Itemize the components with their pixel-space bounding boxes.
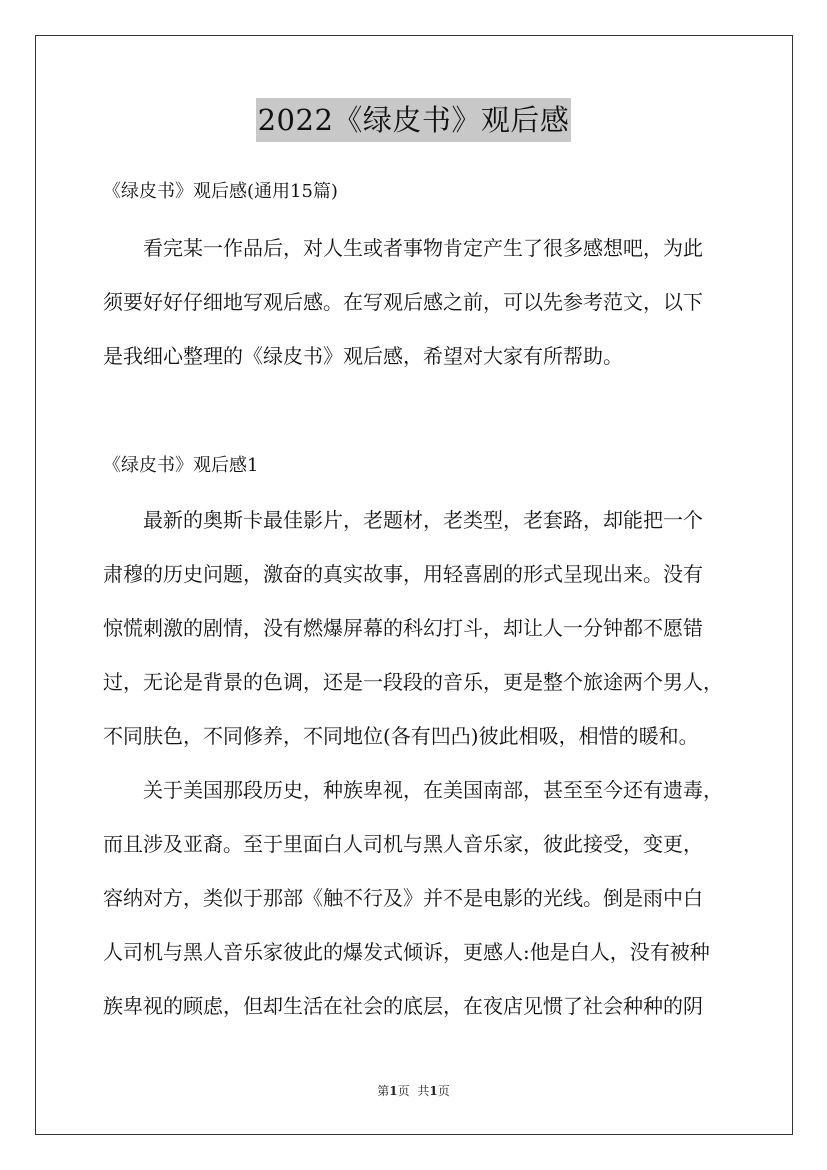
intro-line: 看完某一作品后，对人生或者事物肯定产生了很多感想吧，为此	[143, 236, 703, 260]
document-subtitle: 《绿皮书》观后感(通用15篇)	[103, 181, 338, 202]
title-container	[0, 98, 827, 142]
paragraph-line: 族卑视的顾虑，但却生活在社会的底层，在夜店见惯了社会种种的阴	[103, 994, 703, 1018]
section-heading: 《绿皮书》观后感1	[103, 455, 259, 476]
paragraph-line: 过，无论是背景的色调，还是一段段的音乐，更是整个旅途两个男人，	[103, 670, 723, 694]
page-footer	[0, 1083, 827, 1099]
intro-line: 须要好好仔细地写观后感。在写观后感之前，可以先参考范文，以下	[103, 290, 703, 314]
total-prefix: 共	[417, 1084, 430, 1098]
paragraph-line: 容纳对方，类似于那部《触不行及》并不是电影的光线。倒是雨中白	[103, 886, 703, 910]
paragraph-line: 肃穆的历史问题，激奋的真实故事，用轻喜剧的形式呈现出来。没有	[103, 562, 703, 586]
document-title: 2022《绿皮书》观后感	[256, 98, 572, 142]
paragraph-line: 而且涉及亚裔。至于里面白人司机与黑人音乐家，彼此接受，变更，	[103, 832, 703, 856]
page-prefix: 第	[377, 1084, 390, 1098]
paragraph-line: 惊慌刺激的剧情，没有燃爆屏幕的科幻打斗，却让人一分钟都不愿错	[103, 616, 703, 640]
total-pages: 1	[429, 1084, 438, 1098]
paragraph-line: 最新的奥斯卡最佳影片，老题材，老类型，老套路，却能把一个	[143, 508, 703, 532]
intro-line: 是我细心整理的《绿皮书》观后感，希望对大家有所帮助。	[103, 344, 623, 368]
paragraph-line: 不同肤色，不同修养，不同地位(各有凹凸)彼此相吸，相惜的暖和。	[103, 724, 699, 748]
page-suffix: 页	[397, 1084, 410, 1098]
paragraph-line: 人司机与黑人音乐家彼此的爆发式倾诉，更感人:他是白人，没有被种	[103, 940, 710, 964]
total-suffix: 页	[437, 1084, 450, 1098]
page-number: 1	[389, 1084, 398, 1098]
paragraph-line: 关于美国那段历史，种族卑视，在美国南部，甚至至今还有遗毒，	[143, 778, 723, 802]
